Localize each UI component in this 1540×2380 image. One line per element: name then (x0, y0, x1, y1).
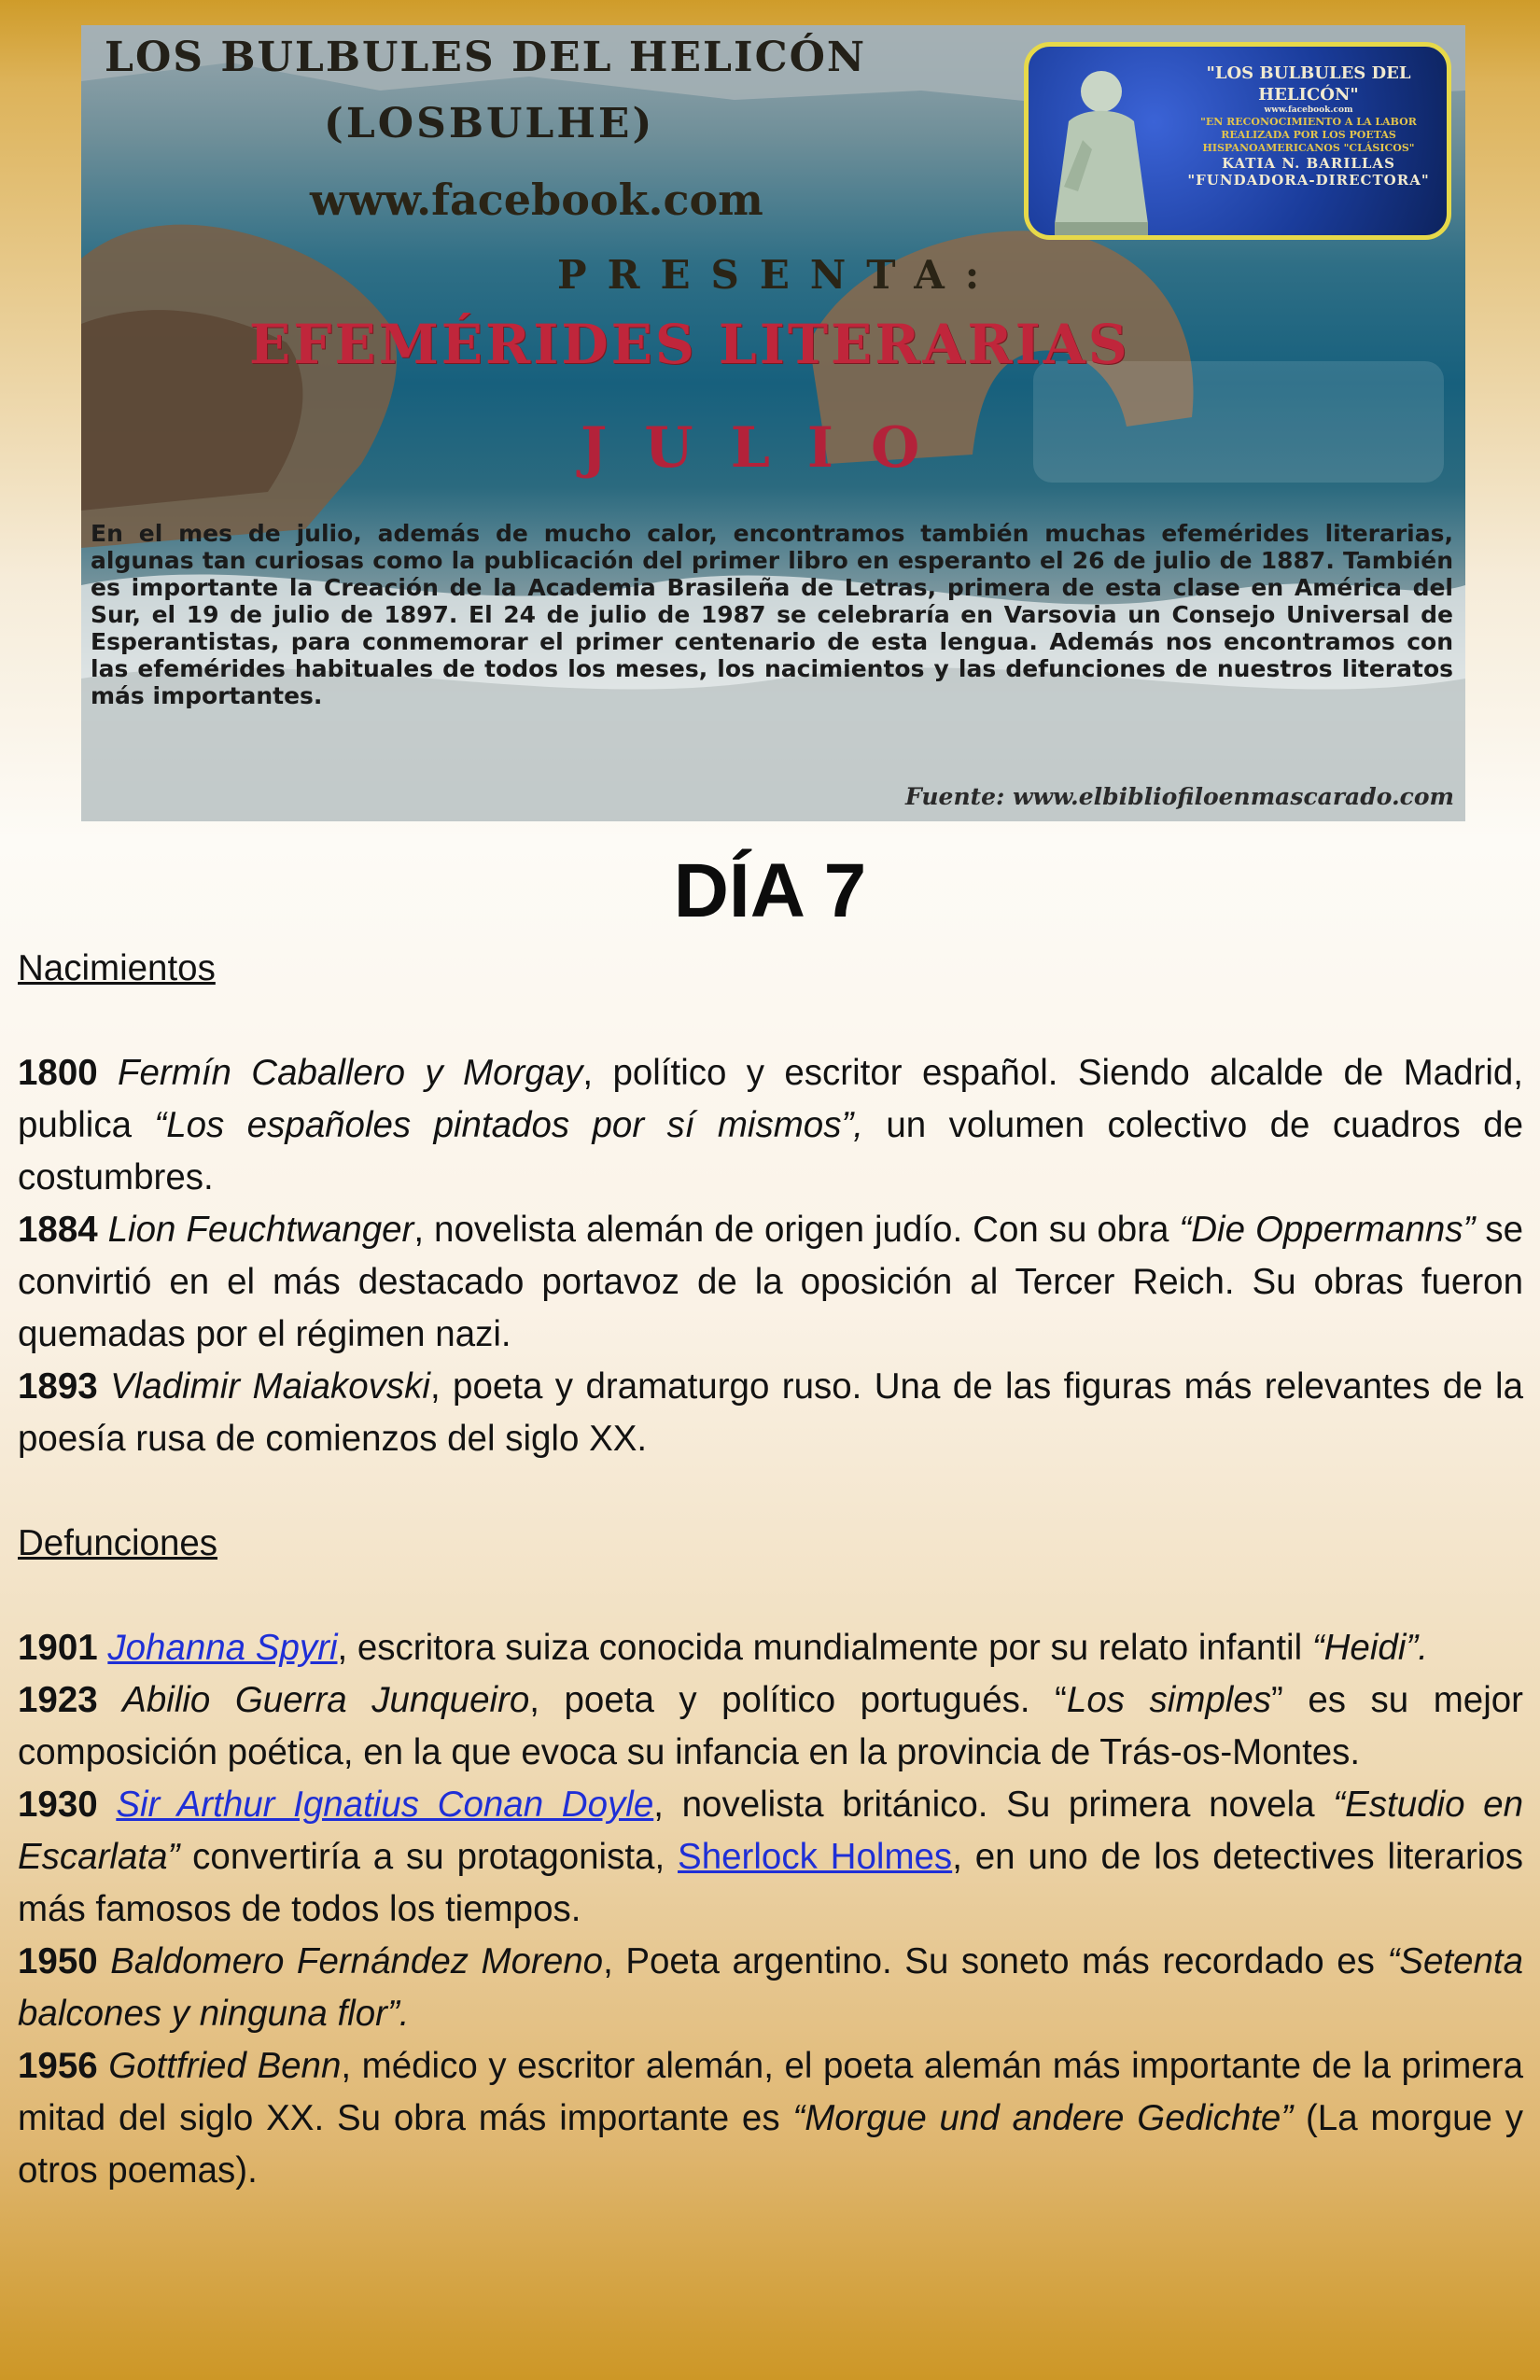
entry-text: , poeta y político portugués. “ (529, 1680, 1067, 1720)
entry-name: Fermín Caballero y Morgay (118, 1053, 583, 1093)
author-link-conan-doyle[interactable]: Sir Arthur Ignatius Conan Doyle (116, 1785, 654, 1825)
entry-year: 1893 (18, 1366, 111, 1407)
badge-role: "FUNDADORA-DIRECTORA" (1187, 172, 1430, 189)
entry-text: convertiría a su protagonista, (179, 1837, 679, 1877)
entry-name: Abilio Guerra Junqueiro (122, 1680, 530, 1720)
entry-year: 1901 (18, 1628, 108, 1668)
entry-year: 1800 (18, 1053, 118, 1093)
births-heading: Nacimientos (18, 948, 216, 988)
deaths-heading: Defunciones (18, 1523, 218, 1563)
entry-name: Lion Feuchtwanger (107, 1210, 414, 1250)
banner-title-line1: LOS BULBULES DEL HELICÓN (105, 34, 867, 81)
entry-text: un volumen colectivo de cuadros de costumbres. (18, 1105, 1523, 1197)
entry-work: “Heidi”. (1311, 1628, 1428, 1668)
list-item (18, 2040, 1523, 2197)
entry-work: “Morgue und andere Gedichte” (792, 2098, 1294, 2138)
logo-badge (1024, 42, 1451, 240)
entry-text: , en uno de los detectives literarios más famosos de todos los tiempos. (18, 1837, 1523, 1929)
badge-director: KATIA N. BARILLAS (1222, 154, 1395, 172)
list-item (18, 1779, 1523, 1936)
entry-text: ” es su mejor composición poética, en la que evoca su infancia en la provincia de Trás-os-Montes. (18, 1680, 1523, 1772)
author-link-spyri[interactable]: Johanna Spyri (107, 1628, 338, 1668)
entry-year: 1950 (18, 1941, 111, 1981)
entry-work: “Setenta balcones y ninguna flor”. (18, 1941, 1523, 2034)
entry-text: se convirtió en el más destacado portavoz de la oposición al Tercer Reich. Su obras fueron quemadas por el régimen nazi. (18, 1210, 1523, 1354)
entry-work: Los simples (1066, 1680, 1272, 1720)
entry-work: “Die Oppermanns” (1179, 1210, 1476, 1250)
page-title: DÍA 7 (673, 848, 867, 933)
list-item (18, 1047, 1523, 1204)
character-link-sherlock[interactable]: Sherlock Holmes (678, 1837, 953, 1877)
banner-intro: En el mes de julio, además de mucho calor, encontramos también muchas efemérides literarias, algunas tan curiosas como la publicación del primer libro en esperanto el 26 de julio de 1887. También es importante la Creación de la Academia Brasileña de Letras, primera de esta clase en América del Sur, el 19 de julio de 1897. El 24 de julio de 1987 se celebraría en Varsovia un Consejo Universal de Esperantistas, para conmemorar el primer centenario de esta lengua. Además nos encontramos con las efemérides habituales de todos los meses, los nacimientos y las defunciones de nuestros literatos más importantes. (91, 520, 1453, 709)
banner-presenta: PRESENTA: (557, 252, 1001, 298)
banner-subtitle: (LOSBULHE) (324, 100, 655, 147)
badge-caption: "EN RECONOCIMIENTO A LA LABOR REALIZADA POR LOS POETAS HISPANOAMERICANOS "CLÁSICOS" (1200, 116, 1417, 154)
badge-title: "LOS BULBULES DEL HELICÓN" (1206, 63, 1411, 105)
header-banner (81, 25, 1465, 821)
entry-work: “Estudio en Escarlata” (18, 1785, 1523, 1877)
badge-text (1169, 63, 1449, 189)
list-item (18, 1204, 1523, 1361)
banner-heading: EFEMÉRIDES LITERARIAS (249, 313, 1130, 376)
entry-text: , novelista británico. Su primera novela (653, 1785, 1334, 1825)
entry-text: , novelista alemán de origen judío. Con su obra (413, 1210, 1180, 1250)
banner-month: JULIO (581, 415, 958, 481)
entry-year: 1956 (18, 2046, 109, 2086)
entry-work: “Los españoles pintados por sí mismos”, (154, 1105, 863, 1145)
list-item (18, 1674, 1523, 1779)
statue-icon (1036, 56, 1167, 238)
entry-text: , poeta y dramaturgo ruso. Una de las figuras más relevantes de la poesía rusa de comienzos del siglo XX. (18, 1366, 1523, 1459)
list-item (18, 1936, 1523, 2040)
list-item (18, 1361, 1523, 1465)
list-item (18, 1622, 1523, 1674)
entry-text: (La morgue y otros poemas). (18, 2098, 1523, 2191)
badge-url: www.facebook.com (1264, 105, 1353, 115)
entry-name: Vladimir Maiakovski (110, 1366, 430, 1407)
banner-title (105, 35, 1085, 82)
entry-text: , médico y escritor alemán, el poeta alemán más importante de la primera mitad del siglo XX. Su obra más importante es (18, 2046, 1523, 2138)
entry-year: 1923 (18, 1680, 123, 1720)
entry-text: , escritora suiza conocida mundialmente por su relato infantil (337, 1628, 1312, 1668)
entry-year: 1930 (18, 1785, 117, 1825)
deaths-list (18, 1622, 1523, 2197)
entry-text: , Poeta argentino. Su soneto más recordado es (603, 1941, 1388, 1981)
entry-name: Gottfried Benn (108, 2046, 342, 2086)
entry-name: Baldomero Fernández Moreno (110, 1941, 604, 1981)
banner-source: Fuente: www.elbibliofiloenmascarado.com (905, 783, 1454, 810)
births-list (18, 1047, 1523, 1465)
entry-year: 1884 (18, 1210, 108, 1250)
banner-facebook: www.facebook.com (310, 175, 763, 225)
entry-text: , político y escritor español. Siendo alcalde de Madrid, publica (18, 1053, 1523, 1145)
